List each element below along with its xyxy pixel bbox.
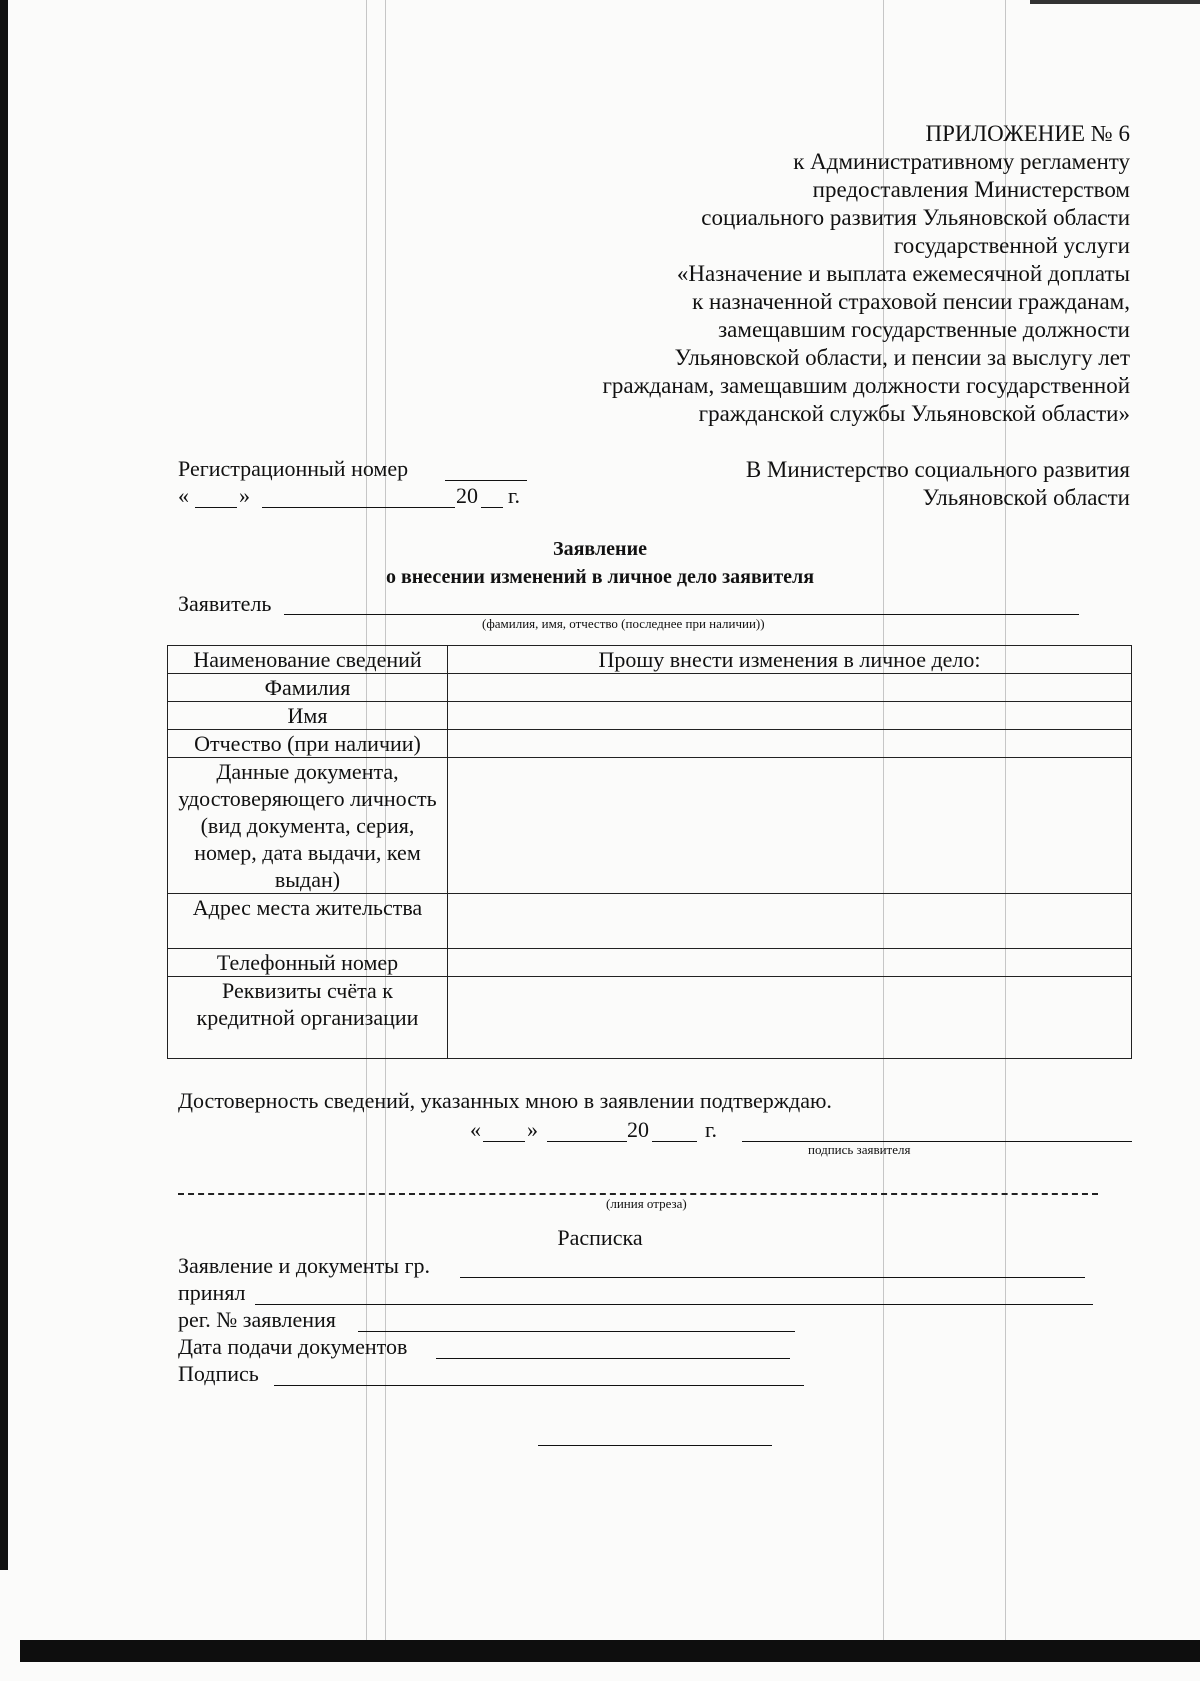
confirmation-day-field[interactable] <box>483 1141 525 1142</box>
addressee-line: В Министерство социального развития <box>745 457 1130 482</box>
year-suffix: г. <box>705 1117 718 1142</box>
table-row <box>168 674 1132 702</box>
receipt-citizen-field[interactable] <box>460 1277 1085 1278</box>
table-header-cell: Прошу внести изменения в личное дело: <box>448 646 1132 674</box>
registration-month-field[interactable] <box>262 507 455 508</box>
table-row <box>168 730 1132 758</box>
applicant-name-field[interactable] <box>284 614 1079 615</box>
header-line: предоставления Министерством <box>812 177 1130 202</box>
row-value-cell[interactable] <box>448 977 1132 1059</box>
date-open-quote: « <box>470 1117 481 1142</box>
header-line: «Назначение и выплата ежемесячной доплаты <box>676 261 1130 286</box>
receipt-field-label: Подпись <box>178 1361 259 1386</box>
document-title: Заявление <box>553 538 647 560</box>
row-value-cell[interactable] <box>448 894 1132 949</box>
date-close-quote: » <box>239 483 250 508</box>
row-label: Реквизиты счёта к кредитной организации <box>168 977 448 1059</box>
header-line: гражданам, замещавшим должности государственной <box>602 373 1130 398</box>
receipt-signature-field[interactable] <box>274 1385 804 1386</box>
cut-line <box>178 1193 1098 1195</box>
table-row <box>168 949 1132 977</box>
registration-day-field[interactable] <box>195 507 237 508</box>
row-value-cell[interactable] <box>448 674 1132 702</box>
registration-year-field[interactable] <box>481 507 503 508</box>
applicant-signature-field[interactable] <box>742 1141 1132 1142</box>
receipt-field-label: принял <box>178 1280 246 1305</box>
receipt-field-label: рег. № заявления <box>178 1307 336 1332</box>
applicant-hint: (фамилия, имя, отчество (последнее при наличии)) <box>482 616 765 631</box>
year-prefix: 20 <box>456 483 478 508</box>
receipt-title: Расписка <box>557 1225 643 1250</box>
header-line: Ульяновской области, и пенсии за выслугу лет <box>674 345 1130 370</box>
row-value-cell[interactable] <box>448 758 1132 894</box>
table-header-cell: Наименование сведений <box>168 646 448 674</box>
document-subtitle: о внесении изменений в личное дело заявителя <box>385 566 815 588</box>
header-line: к назначенной страховой пенсии гражданам, <box>692 289 1130 314</box>
closing-line <box>538 1445 772 1446</box>
signature-hint: подпись заявителя <box>808 1142 911 1157</box>
appendix-number: ПРИЛОЖЕНИЕ № 6 <box>925 121 1130 146</box>
changes-table <box>167 645 1132 1059</box>
scan-edge-bottom <box>20 1640 1200 1662</box>
header-line: государственной услуги <box>893 233 1130 258</box>
row-label: Фамилия <box>168 674 448 702</box>
header-line: гражданской службы Ульяновской области» <box>698 401 1130 426</box>
confirmation-text: Достоверность сведений, указанных мною в заявлении подтверждаю. <box>178 1088 832 1113</box>
row-label: Телефонный номер <box>168 949 448 977</box>
header-line: социального развития Ульяновской области <box>701 205 1130 230</box>
addressee-line: Ульяновской области <box>922 485 1130 510</box>
table-row <box>168 977 1132 1059</box>
cut-line-label: (линия отреза) <box>606 1196 687 1211</box>
scan-edge-left <box>0 0 8 1570</box>
table-row <box>168 702 1132 730</box>
header-line: замещавшим государственные должности <box>718 317 1130 342</box>
date-open-quote: « <box>178 483 189 508</box>
registration-number-label: Регистрационный номер <box>178 456 409 481</box>
row-label: Данные документа, удостоверяющего личность (вид документа, серия, номер, дата выдачи, кем выдан) <box>168 758 448 894</box>
row-value-cell[interactable] <box>448 730 1132 758</box>
year-prefix: 20 <box>627 1117 649 1142</box>
receipt-field-label: Дата подачи документов <box>178 1334 408 1359</box>
year-suffix: г. <box>508 483 521 508</box>
date-close-quote: » <box>527 1117 538 1142</box>
receipt-accepted-by-field[interactable] <box>255 1304 1093 1305</box>
row-label: Имя <box>168 702 448 730</box>
applicant-label: Заявитель <box>178 591 272 616</box>
header-line: к Административному регламенту <box>793 149 1130 174</box>
confirmation-year-field[interactable] <box>652 1141 697 1142</box>
scan-corner-mark <box>1030 0 1200 4</box>
table-row <box>168 894 1132 949</box>
receipt-reg-number-field[interactable] <box>358 1331 795 1332</box>
confirmation-month-field[interactable] <box>547 1141 627 1142</box>
table-row <box>168 758 1132 894</box>
row-label: Отчество (при наличии) <box>168 730 448 758</box>
row-label: Адрес места жительства <box>168 894 448 949</box>
row-value-cell[interactable] <box>448 702 1132 730</box>
row-value-cell[interactable] <box>448 949 1132 977</box>
registration-number-field[interactable] <box>445 480 527 481</box>
receipt-date-field[interactable] <box>436 1358 790 1359</box>
table-header-row <box>168 646 1132 674</box>
receipt-field-label: Заявление и документы гр. <box>178 1253 430 1278</box>
